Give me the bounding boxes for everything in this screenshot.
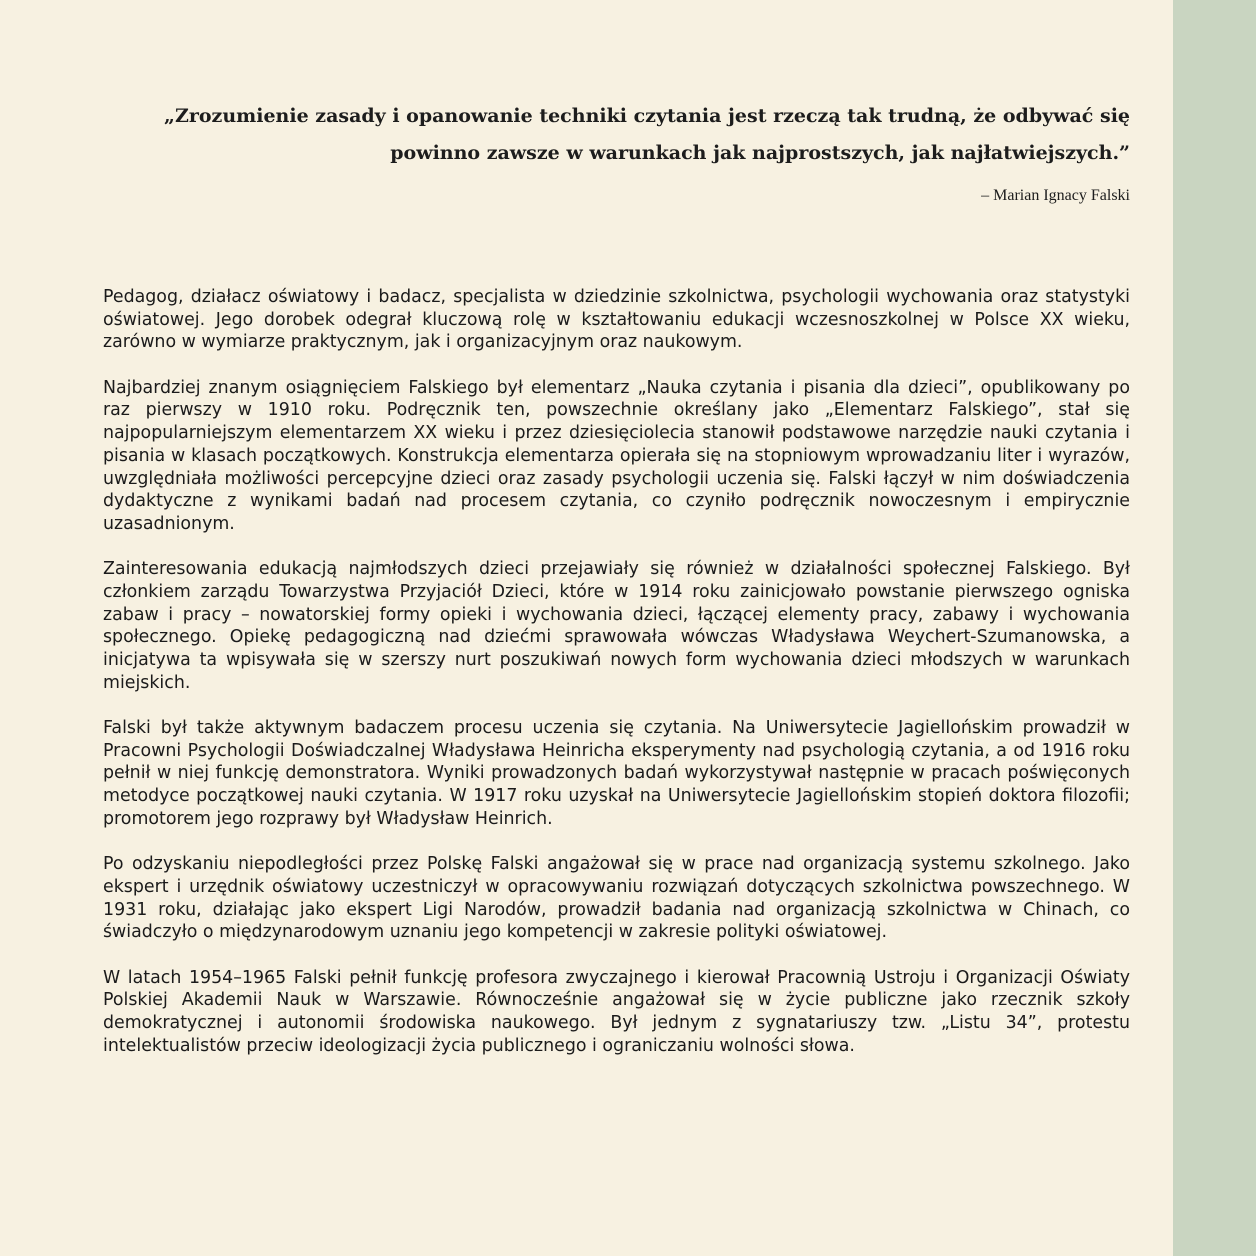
epigraph-quote: „Zrozumienie zasady i opanowanie techniki czytania jest rzeczą tak trudną, że odbywać się powinno zawsze w warunkach jak najprostszych, jak najłatwiejszych.” [164,105,1130,164]
epigraph-author: – Marian Ignacy Falski [981,187,1130,204]
paragraph: Po odzyskaniu niepodległości przez Polskę Falski angażował się w prace nad organizacją systemu szkolnego. Jako ekspert i urzędnik oświatowy uczestniczył w opracowywaniu rozwiązań dotyczących szkolnictwa powszechnego. W 1931 roku, działając jako ekspert Ligi Narodów, prowadził badania nad organizacją szkolnictwa w Chinach, co świadczyło o międzynarodowym uznaniu jego kompetencji w zakresie polityki oświatowej. [103,854,1130,943]
paragraph: Zainteresowania edukacją najmłodszych dzieci przejawiały się również w działalności społecznej Falskiego. Był członkiem zarządu Towarzystwa Przyjaciół Dzieci, które w 1914 roku zainicjowało powstanie pierwszego ogniska zabaw i pracy – nowatorskiej formy opieki i wychowania dzieci, łączącej elementy pracy, zabawy i wychowania społecznego. Opiekę pedagogiczną nad dziećmi sprawowała wówczas Władysława Weychert-Szumanowska, a inicjatywa ta wpisywała się w szerszy nurt poszukiwań nowych form wychowania dzieci młodszych w warunkach miejskich. [103,559,1130,693]
side-decorative-band [1173,0,1256,1256]
paragraph: Najbardziej znanym osiągnięciem Falskiego był elementarz „Nauka czytania i pisania dla dzieci”, opublikowany po raz pierwszy w 1910 roku. Podręcznik ten, powszechnie określany jako „Elementarz Falskiego”, stał się najpopularniejszym elementarzem XX wieku i przez dziesięciolecia stanowił podstawowe narzędzie nauki czytania i pisania w klasach początkowych. Konstrukcja elementarza opierała się na stopniowym wprowadzaniu liter i wyrazów, uwzględniała możliwości percepcyjne dzieci oraz zasady psychologii uczenia się. Falski łączył w nim doświadczenia dydaktyczne z wynikami badań nad procesem czytania, co czyniło podręcznik nowoczesnym i empirycznie uzasadnionym. [103,377,1130,534]
paragraph: Pedagog, działacz oświatowy i badacz, specjalista w dziedzinie szkolnictwa, psychologii wychowania oraz statystyki oświatowej. Jego dorobek odegrał kluczową rolę w kształtowaniu edukacji wczesnoszkolnej w Polsce XX wieku, zarówno w wymiarze praktycznym, jak i organizacyjnym oraz naukowym. [103,287,1130,353]
paragraph: W latach 1954–1965 Falski pełnił funkcję profesora zwyczajnego i kierował Pracownią Ustroju i Organizacji Oświaty Polskiej Akademii Nauk w Warszawie. Równocześnie angażował się w życie publiczne jako rzecznik szkoły demokratycznej i autonomii środowiska naukowego. Był jednym z sygnatariuszy tzw. „Listu 34”, protestu intelektualistów przeciw ideologizacji życia publicznego i ograniczaniu wolności słowa. [103,967,1130,1056]
paragraph: Falski był także aktywnym badaczem procesu uczenia się czytania. Na Uniwersytecie Jagiellońskim prowadził w Pracowni Psychologii Doświadczalnej Władysława Heinricha eksperymenty nad psychologią czytania, a od 1916 roku pełnił w niej funkcję demonstratora. Wyniki prowadzonych badań wykorzystywał następnie w pracach poświęconych metodyce początkowej nauki czytania. W 1917 roku uzyskał na Uniwersytecie Jagiellońskim stopień doktora filozofii; promotorem jego rozprawy był Władysław Heinrich. [103,718,1130,829]
epigraph [100,98,1130,206]
biography-text [103,286,1130,1080]
